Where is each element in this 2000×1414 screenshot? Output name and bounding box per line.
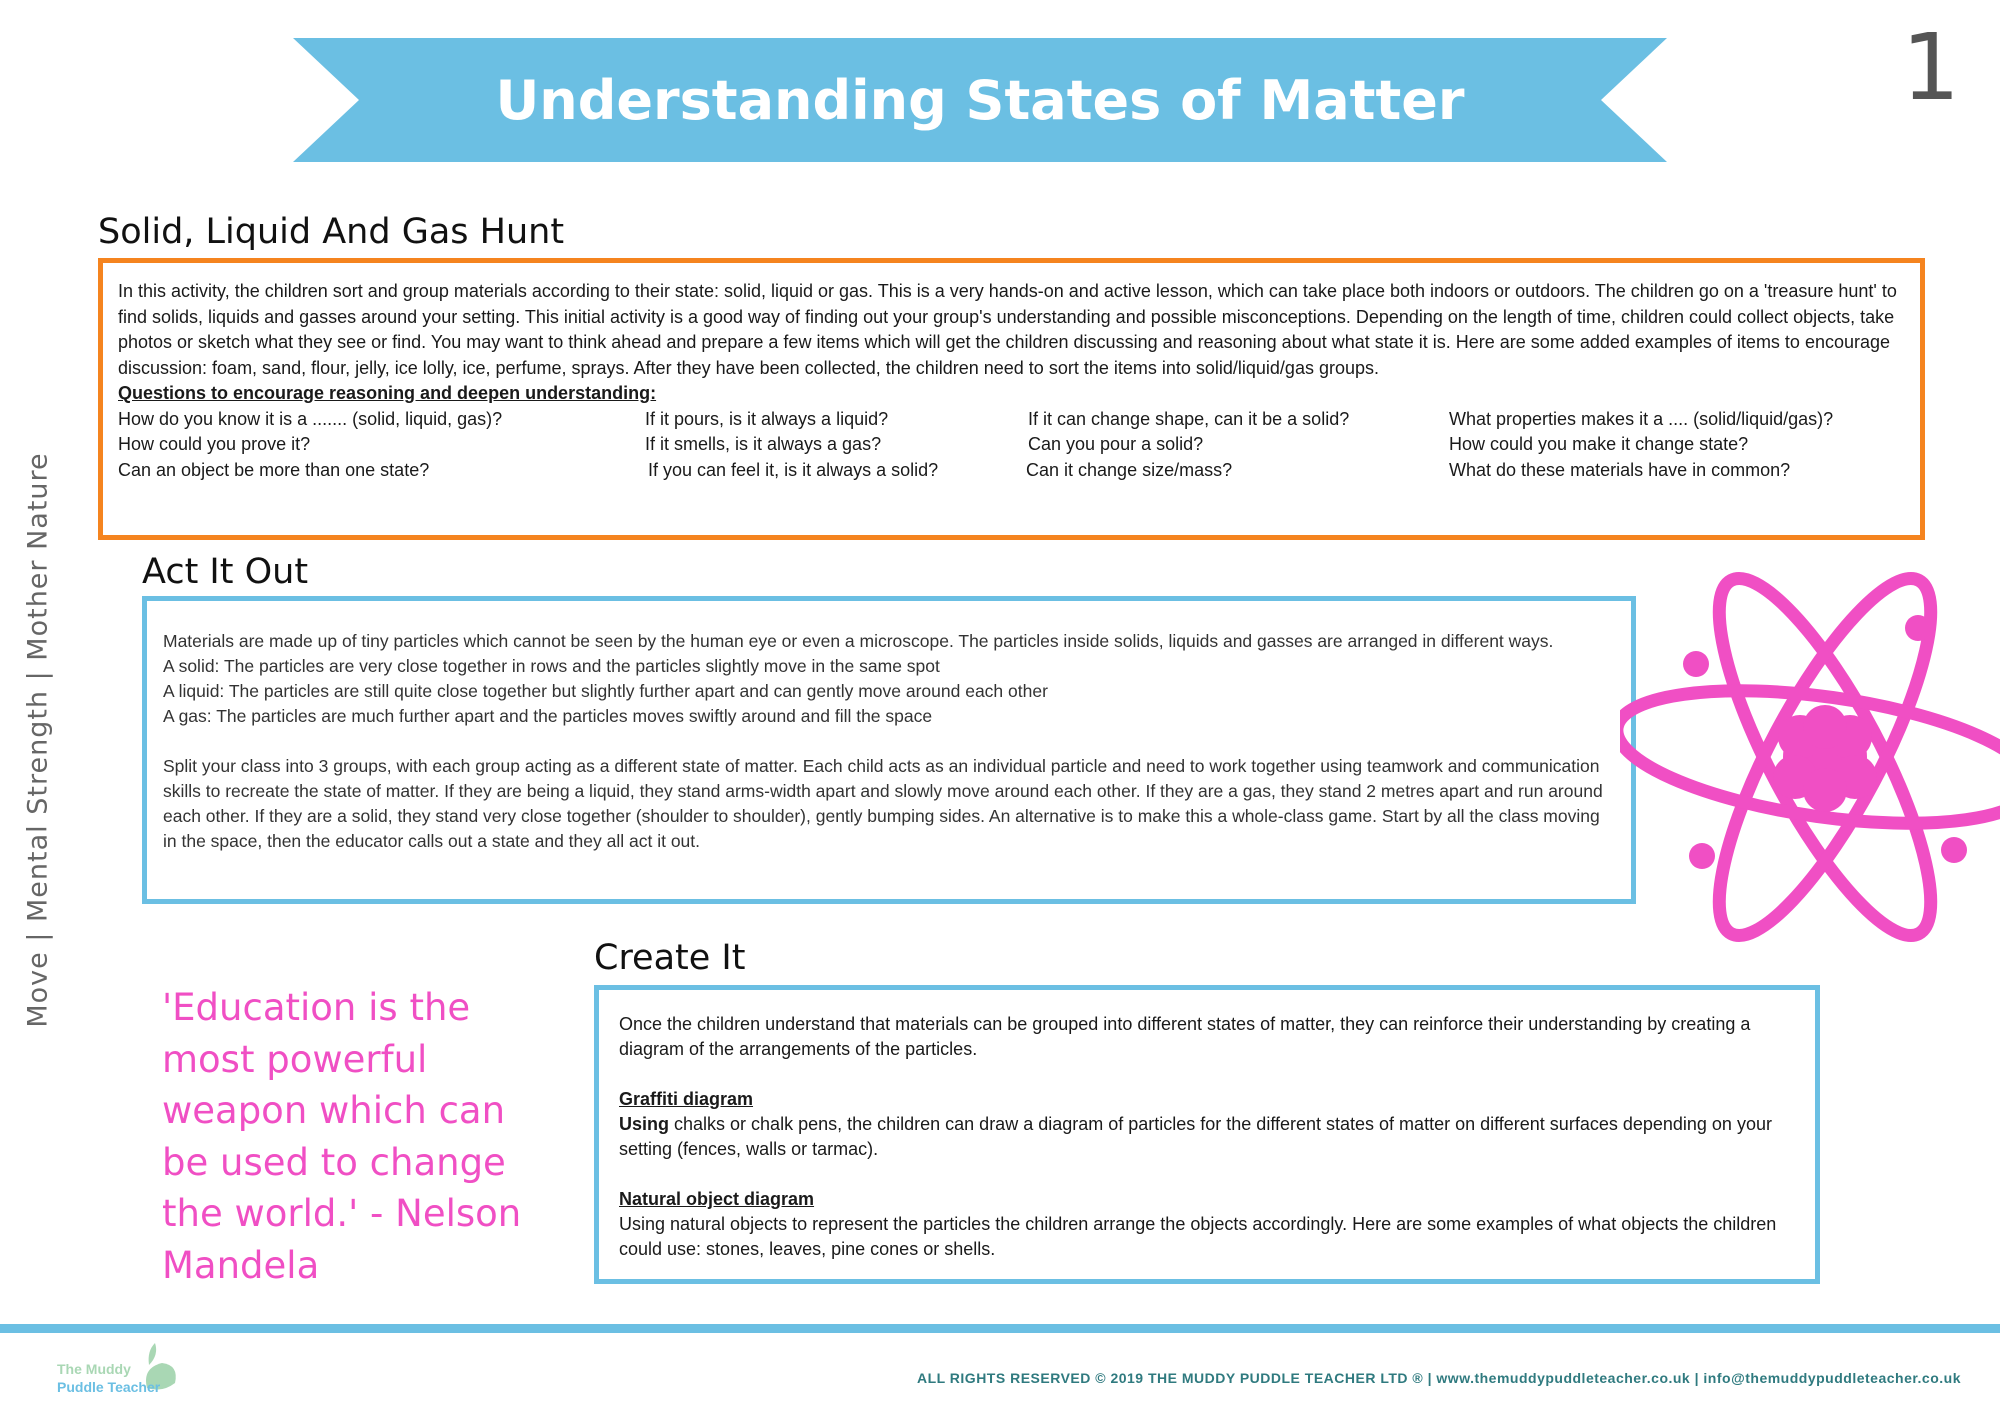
logo-line1: The Muddy	[57, 1361, 131, 1377]
graffiti-lead: Using	[619, 1114, 670, 1134]
graffiti-title: Graffiti diagram	[619, 1089, 754, 1109]
logo	[57, 1343, 182, 1401]
questions-grid	[118, 407, 1908, 484]
atom-icon	[1620, 552, 2000, 962]
act-line: A liquid: The particles are still quite close together but slightly further apart and can gently move around each other	[163, 681, 1048, 701]
question: How could you prove it?	[118, 434, 311, 454]
footer-copyright: ALL RIGHTS RESERVED © 2019 THE MUDDY PUDDLE TEACHER LTD ® | www.themuddypuddleteacher.co.uk | info@themuddypuddleteacher.co.uk	[916, 1370, 1961, 1386]
logo-line2: Puddle Teacher	[57, 1379, 161, 1395]
questions-title: Questions to encourage reasoning and deepen understanding:	[118, 383, 657, 403]
quote: 'Education is the most powerful weapon which can be used to change the world.' - Nelson Mandela	[162, 986, 522, 1287]
question: If it pours, is it always a liquid?	[645, 408, 889, 429]
page-number: 1	[1901, 14, 1960, 121]
act-line: A solid: The particles are very close together in rows and the particles slightly move in the same spot	[163, 656, 940, 676]
footer-divider	[0, 1324, 2000, 1333]
question: What properties makes it a .... (solid/liquid/gas)?	[1449, 408, 1834, 429]
act-heading: Act It Out	[142, 552, 309, 592]
natural-title: Natural object diagram	[619, 1189, 815, 1209]
create-heading: Create It	[594, 938, 746, 978]
question: If it can change shape, can it be a solid?	[1028, 408, 1350, 429]
hunt-paragraph: In this activity, the children sort and group materials according to their state: solid, liquid or gas. This is a very hands-on and active lesson, which can take place both indoors or outdoors. The children go on a 'treasure hunt' to find solids, liquids and gasses around your setting. This initial activity is a good way of finding out your group's understanding and possible misconceptions. Depending on the length of time, children could collect objects, take photos or sketch what they see or find. You may want to think ahead and prepare a few items which will get the children discussing and reasoning about what state it is. Here are some added examples of items to encourage discussion: foam, sand, flour, jelly, ice lolly, ice, perfume, sprays. After they have been collected, the children need to sort the items into solid/liquid/gas groups.	[118, 281, 1897, 378]
hunt-box	[98, 258, 1925, 540]
question: If you can feel it, is it always a solid?	[648, 459, 939, 480]
question: What do these materials have in common?	[1449, 459, 1791, 480]
question: How do you know it is a ....... (solid, liquid, gas)?	[118, 408, 503, 429]
side-label: Move | Mental Strength | Mother Nature	[22, 452, 54, 1028]
question: Can an object be more than one state?	[118, 459, 430, 480]
act-box	[142, 596, 1636, 904]
question: Can it change size/mass?	[1026, 459, 1233, 480]
question: If it smells, is it always a gas?	[645, 434, 882, 454]
hunt-heading: Solid, Liquid And Gas Hunt	[98, 212, 565, 252]
page-title: Understanding States of Matter	[495, 68, 1465, 132]
graffiti-text	[619, 1112, 1799, 1162]
question: How could you make it change state?	[1449, 434, 1749, 454]
natural-text: Using natural objects to represent the particles the children arrange the objects accordingly. Here are some examples of what objects the children could use: stones, leaves, pine cones or shells.	[619, 1214, 1777, 1259]
title-banner	[293, 38, 1667, 162]
graffiti-body: chalks or chalk pens, the children can draw a diagram of particles for the different states of matter on different surfaces depending on your setting (fences, walls or tarmac).	[619, 1114, 1772, 1159]
create-intro: Once the children understand that materials can be grouped into different states of matter, they can reinforce their understanding by creating a diagram of the arrangements of the particles.	[619, 1014, 1751, 1059]
create-box	[594, 985, 1820, 1284]
act-line: Materials are made up of tiny particles which cannot be seen by the human eye or even a microscope. The particles inside solids, liquids and gasses are arranged in different ways.	[163, 631, 1554, 651]
act-line: A gas: The particles are much further apart and the particles moves swiftly around and fill the space	[163, 706, 933, 726]
question: Can you pour a solid?	[1028, 434, 1204, 454]
act-paragraph: Split your class into 3 groups, with each group acting as a different state of matter. Each child acts as an individual particle and need to work together using teamwork and communication skills to recreate the state of matter. If they are being a liquid, they stand arms-width apart and slowly move around each other. If they are a gas, they stand 2 metres apart and run around each other. If they are a solid, they stand very close together (shoulder to shoulder), gently bumping sides. An alternative is to make this a whole-class game. Start by all the class moving in the space, then the educator calls out a state and they all act it out.	[163, 756, 1603, 851]
